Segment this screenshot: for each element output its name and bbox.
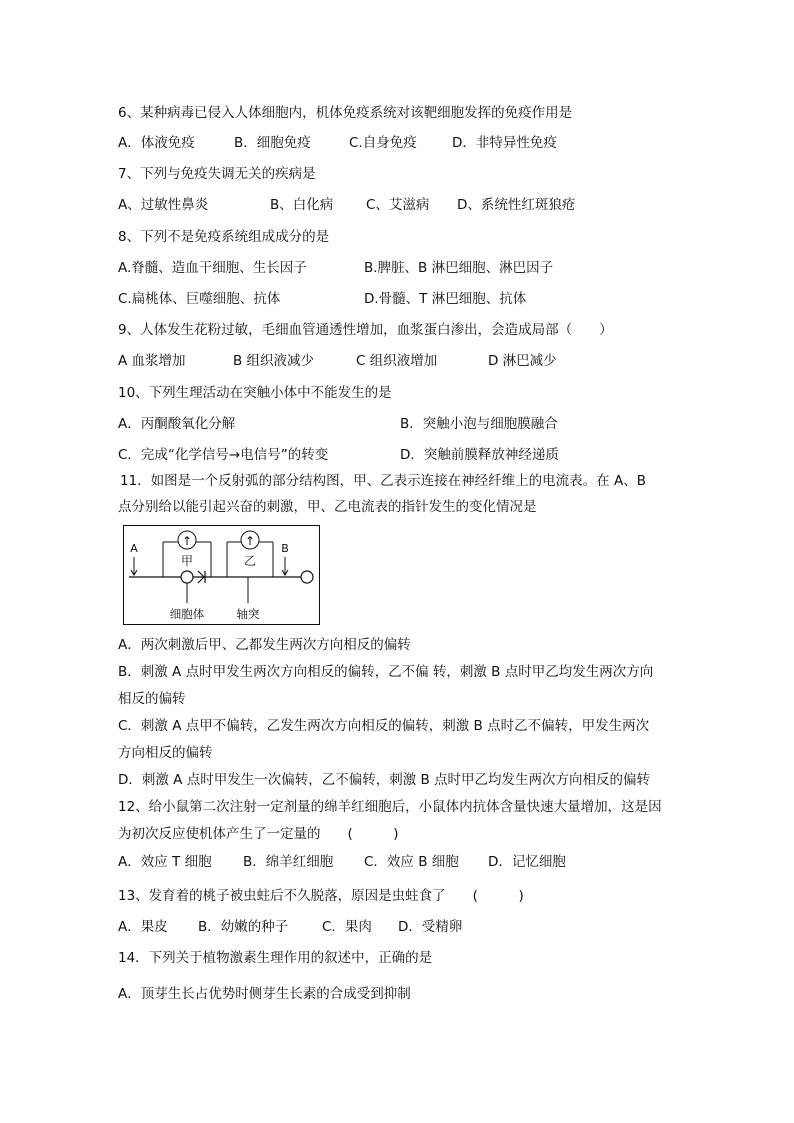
q12-option-a: A．效应 T 细胞 (118, 854, 212, 870)
q12-option-c: C．效应 B 细胞 (364, 854, 459, 870)
q14-option-a: A．顶芽生长占优势时侧芽生长素的合成受到抑制 (118, 986, 411, 1002)
q11-stem-line1: 11．如图是一个反射弧的部分结构图，甲、乙表示连接在神经纤维上的电流表。在 A、B (120, 473, 646, 489)
q7-option-b: B、白化病 (270, 197, 334, 213)
q11-stem-line2: 点分别给以能引起兴奋的刺激，甲、乙电流表的指针发生的变化情况是 (118, 499, 537, 515)
point-a-label: A (130, 542, 138, 555)
q13-option-d: D．受精卵 (398, 919, 463, 935)
cell-body-label: 细胞体 (169, 607, 205, 621)
q10-option-a: A．丙酮酸氧化分解 (118, 416, 236, 432)
q10-option-b: B．突触小泡与细胞膜融合 (400, 416, 558, 432)
q8-option-c: C.扁桃体、巨噬细胞、抗体 (118, 291, 281, 307)
meter-yi-needle: ↑ (244, 534, 256, 548)
q6-stem: 6、某种病毒已侵入人体细胞内，机体免疫系统对该靶细胞发挥的免疫作用是 (118, 105, 573, 121)
meter-jia-label: 甲 (180, 554, 194, 568)
q9-option-a: A 血浆增加 (118, 353, 186, 369)
meter-jia-needle: ↑ (181, 534, 193, 548)
q11-option-d: D．刺激 A 点时甲发生一次偏转，乙不偏转，刺激 B 点时甲乙均发生两次方向相反的偏转 (118, 772, 651, 788)
q12-option-b: B．绵羊红细胞 (243, 854, 334, 870)
q11-option-b-line2: 相反的偏转 (118, 691, 186, 707)
q13-option-c: C．果肉 (322, 919, 372, 935)
q11-option-a: A．两次刺激后甲、乙都发生两次方向相反的偏转 (118, 637, 411, 653)
q13-option-a: A．果皮 (118, 919, 168, 935)
q7-stem: 7、下列与免疫失调无关的疾病是 (118, 166, 316, 182)
q13-stem: 13、发育着的桃子被虫蛀后不久脱落，原因是虫蛀食了 ( ) (118, 888, 524, 904)
q14-stem: 14．下列关于植物激素生理作用的叙述中，正确的是 (118, 950, 433, 966)
q8-option-a: A.脊髓、造血干细胞、生长因子 (118, 260, 307, 276)
q11-option-c-line1: C．刺激 A 点甲不偏转，乙发生两次方向相反的偏转，刺激 B 点时乙不偏转，甲发生两次 (118, 718, 650, 734)
q12-stem-line1: 12、给小鼠第二次注射一定剂量的绵羊红细胞后，小鼠体内抗体含量快速大量增加，这是因 (118, 799, 662, 815)
q13-option-b: B．幼嫩的种子 (198, 919, 289, 935)
q7-option-a: A、过敏性鼻炎 (118, 197, 209, 213)
q8-option-b: B.脾脏、B 淋巴细胞、淋巴因子 (364, 260, 554, 276)
q9-option-d: D 淋巴减少 (488, 353, 557, 369)
q9-option-c: C 组织液增加 (356, 353, 438, 369)
q11-option-b-line1: B．刺激 A 点时甲发生两次方向相反的偏转，乙不偏 转，刺激 B 点时甲乙均发生两次方向 (118, 664, 654, 680)
q7-option-c: C、艾滋病 (366, 197, 430, 213)
terminal-end-circle (301, 571, 313, 583)
cell-body-circle (181, 571, 193, 583)
q6-option-b: B．细胞免疫 (234, 135, 311, 151)
diagram-frame (124, 526, 320, 625)
meter-yi-label: 乙 (243, 554, 257, 568)
q6-option-a: A．体液免疫 (118, 135, 195, 151)
q12-option-d: D．记忆细胞 (488, 854, 566, 870)
q6-option-c: C.自身免疫 (349, 135, 417, 151)
q8-stem: 8、下列不是免疫系统组成成分的是 (118, 229, 330, 245)
q10-stem: 10、下列生理活动在突触小体中不能发生的是 (118, 385, 392, 401)
q11-option-c-line2: 方向相反的偏转 (118, 745, 213, 761)
q8-option-d: D.骨髓、T 淋巴细胞、抗体 (364, 291, 527, 307)
q10-option-c: C．完成“化学信号→电信号”的转变 (118, 447, 329, 463)
q12-stem-line2: 为初次反应使机体产生了一定量的 ( ) (118, 826, 399, 842)
reflex-arc-diagram (123, 525, 320, 625)
axon-label: 轴突 (236, 607, 260, 621)
q10-option-d: D．突触前膜释放神经递质 (400, 447, 559, 463)
q9-option-b: B 组织液减少 (233, 353, 315, 369)
q6-option-d: D．非特异性免疫 (452, 135, 557, 151)
point-b-label: B (281, 542, 289, 555)
q9-stem: 9、人体发生花粉过敏，毛细血管通透性增加，血浆蛋白渗出，会造成局部（ ） (118, 322, 613, 338)
q7-option-d: D、系统性红斑狼疮 (457, 197, 576, 213)
